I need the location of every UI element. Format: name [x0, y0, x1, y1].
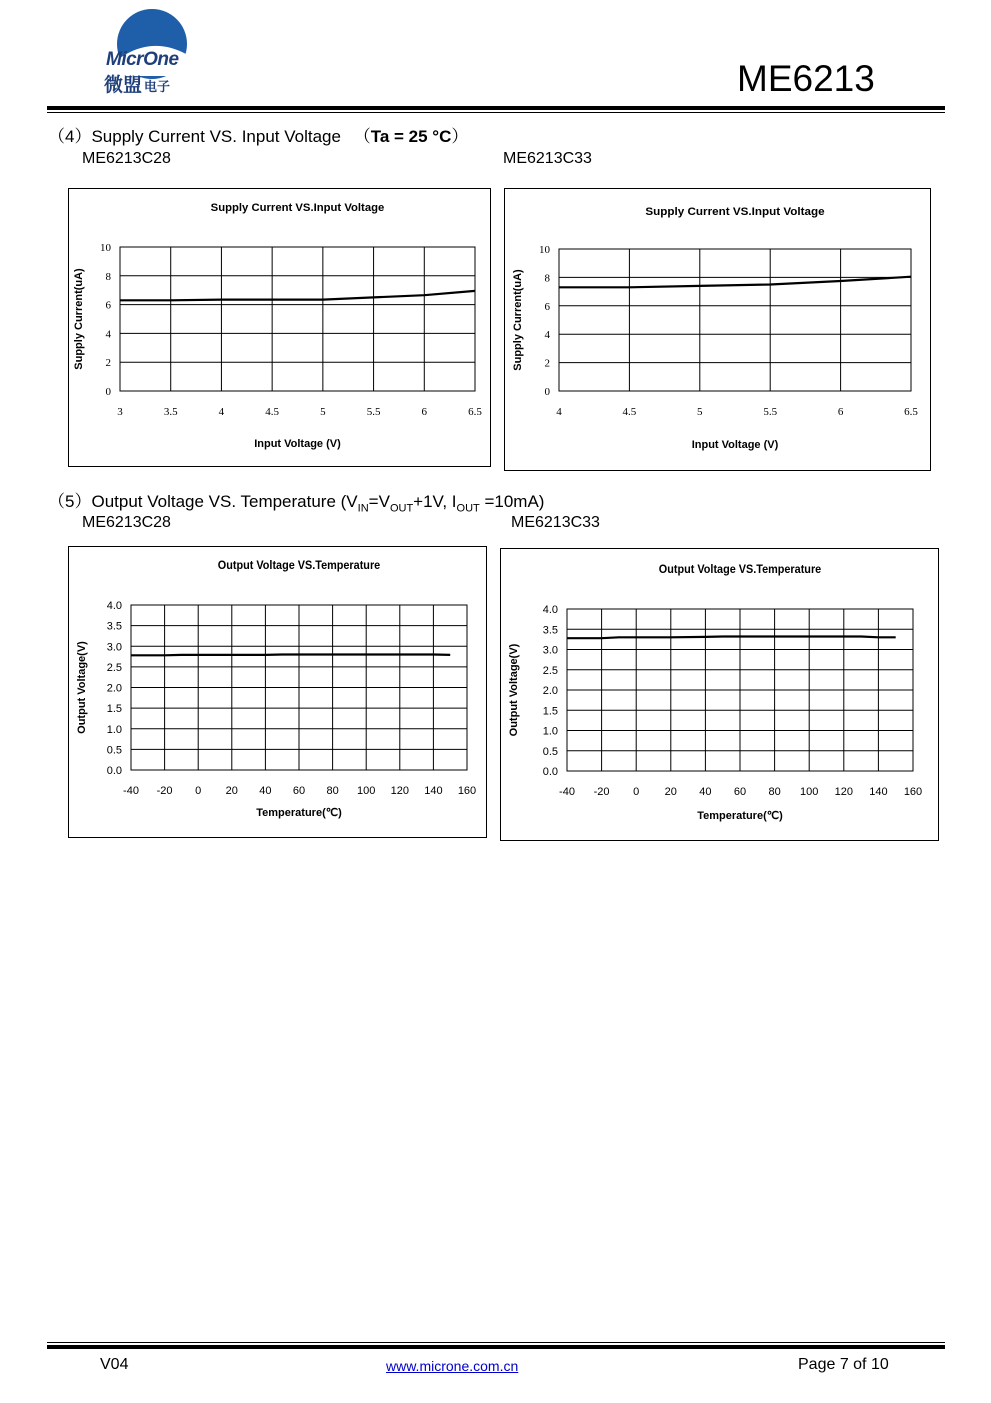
- y-tick-label: 0.0: [542, 766, 558, 778]
- section4-right-part: ME6213C33: [503, 150, 592, 167]
- section5-sub-out2: OUT: [456, 502, 480, 515]
- logo-brand: MicrOne: [106, 49, 179, 70]
- chart-title: Supply Current VS.Input Voltage: [645, 206, 825, 218]
- x-tick-label: 5.5: [763, 406, 778, 418]
- y-tick-label: 10: [539, 244, 550, 256]
- y-tick-label: 3.5: [106, 620, 122, 633]
- x-axis-label: Input Voltage (V): [691, 439, 779, 451]
- x-tick-label: 6: [421, 406, 428, 418]
- section4-cond-open: （: [353, 127, 371, 146]
- x-tick-label: 0: [633, 786, 640, 798]
- header-rule-thin: [47, 112, 945, 113]
- x-tick-label: 6.5: [468, 406, 482, 418]
- company-logo: [102, 6, 204, 98]
- y-tick-label: 0.5: [542, 745, 558, 758]
- x-tick-label: 4.5: [622, 406, 637, 418]
- y-tick-label: 0: [105, 386, 111, 398]
- section5-sub-out: OUT: [389, 502, 414, 515]
- x-tick-label: 3.5: [163, 406, 178, 418]
- part-number-title: ME6213: [737, 58, 875, 99]
- chart-svg-c4: [501, 549, 938, 840]
- x-tick-label: 160: [903, 786, 923, 798]
- x-tick-label: 6: [837, 406, 844, 418]
- x-tick-label: 5: [320, 406, 326, 418]
- section5-sub-in: IN: [357, 502, 369, 515]
- x-tick-label: 6.5: [904, 406, 918, 418]
- y-tick-label: 2: [105, 357, 111, 370]
- y-tick-label: 0.0: [106, 765, 122, 777]
- x-tick-label: 140: [424, 785, 443, 797]
- y-tick-label: 3.0: [106, 641, 122, 654]
- x-tick-label: 4: [218, 406, 225, 418]
- x-tick-label: 80: [768, 786, 781, 798]
- x-axis-label: Temperature(℃): [697, 810, 783, 822]
- chart-title: Output Voltage VS.Temperature: [658, 562, 822, 576]
- x-tick-label: 100: [357, 785, 376, 797]
- y-tick-label: 2.5: [542, 664, 558, 677]
- section5-left-part: ME6213C28: [82, 514, 171, 531]
- chart-svg-c1: [69, 189, 490, 466]
- x-tick-label: 3: [117, 406, 123, 418]
- x-tick-label: -20: [593, 786, 610, 798]
- chart-c28-supply-current: [68, 188, 491, 467]
- y-tick-label: 0.5: [106, 744, 122, 757]
- chart-c33-supply-current: [504, 188, 931, 471]
- section5-title: Output Voltage VS. Temperature (V: [91, 492, 358, 511]
- x-tick-label: 60: [733, 786, 747, 798]
- y-tick-label: 2.0: [106, 682, 122, 695]
- y-tick-label: 4.0: [542, 604, 558, 616]
- logo-cn: [104, 70, 170, 97]
- y-tick-label: 8: [544, 272, 550, 285]
- chart-svg-c2: [505, 189, 930, 470]
- series-line: [131, 655, 450, 656]
- x-tick-label: 120: [390, 785, 409, 797]
- y-tick-label: 6: [544, 300, 550, 313]
- x-tick-label: 20: [664, 786, 677, 798]
- x-tick-label: 40: [259, 785, 272, 797]
- section4-condition: Ta = 25 °C: [370, 127, 452, 146]
- y-axis-label: Supply Current(uA): [73, 268, 85, 370]
- x-axis-label: Input Voltage (V): [254, 438, 341, 450]
- x-tick-label: 60: [292, 785, 306, 797]
- x-tick-label: 120: [834, 786, 853, 798]
- logo-cn-small: 电子: [144, 79, 171, 94]
- x-tick-label: 5.5: [366, 406, 381, 418]
- y-tick-label: 1.5: [106, 703, 122, 716]
- section4-number: （4）: [48, 127, 92, 146]
- chart-c28-output-voltage: [68, 546, 487, 838]
- x-tick-label: 80: [326, 785, 339, 797]
- y-tick-label: 8: [105, 270, 111, 283]
- y-axis-label: Output Voltage(V): [508, 643, 520, 737]
- y-tick-label: 10: [100, 242, 111, 254]
- x-tick-label: 4: [556, 406, 562, 418]
- y-tick-label: 2.5: [106, 661, 122, 674]
- chart-svg-c3: [69, 547, 486, 837]
- y-tick-label: 1.5: [542, 705, 558, 718]
- section4-title: Supply Current VS. Input Voltage: [91, 127, 341, 146]
- x-tick-label: 5: [697, 406, 703, 418]
- y-tick-label: 3.0: [542, 644, 558, 657]
- header-rule-thick: [47, 106, 945, 110]
- x-tick-label: 160: [457, 785, 477, 797]
- y-axis-label: Output Voltage(V): [76, 641, 88, 734]
- section5-right-part: ME6213C33: [511, 514, 600, 531]
- section4-heading: [48, 122, 468, 147]
- y-tick-label: 1.0: [106, 723, 122, 736]
- footer-version: V04: [100, 1356, 129, 1373]
- plot-area: [120, 247, 475, 391]
- x-tick-label: -40: [123, 785, 139, 797]
- y-tick-label: 0: [544, 386, 550, 398]
- footer-rule-thin: [47, 1342, 945, 1343]
- footer-website-link[interactable]: www.microne.com.cn: [386, 1358, 519, 1374]
- section4-left-part: ME6213C28: [82, 150, 171, 167]
- footer-rule-thick: [47, 1345, 945, 1349]
- y-tick-label: 4.0: [106, 600, 122, 612]
- y-axis-label: Supply Current(uA): [512, 269, 524, 371]
- x-tick-label: 4.5: [265, 406, 280, 418]
- y-tick-label: 4: [544, 329, 550, 342]
- y-tick-label: 4: [105, 328, 111, 341]
- x-tick-label: -40: [559, 786, 575, 798]
- x-tick-label: 40: [699, 786, 712, 798]
- section4-cond-close: ）: [451, 127, 469, 146]
- x-tick-label: 20: [225, 785, 238, 797]
- chart-title: Supply Current VS.Input Voltage: [210, 202, 385, 214]
- section5-end: =10mA): [479, 492, 545, 511]
- x-tick-label: 100: [800, 786, 819, 798]
- x-tick-label: -20: [156, 785, 173, 797]
- section5-eq: =V: [368, 492, 390, 511]
- footer-page-number: Page 7 of 10: [798, 1356, 889, 1373]
- x-tick-label: 140: [869, 786, 888, 798]
- y-tick-label: 1.0: [542, 725, 558, 738]
- logo-cn-main: 微盟: [104, 75, 143, 96]
- section5-heading: [48, 487, 544, 514]
- plot-area: [559, 249, 911, 391]
- x-tick-label: 0: [195, 785, 202, 797]
- y-tick-label: 2: [544, 357, 550, 370]
- y-tick-label: 2.0: [542, 685, 558, 697]
- section5-mid: +1V, I: [413, 492, 457, 511]
- y-tick-label: 6: [105, 299, 111, 312]
- chart-c33-output-voltage: [500, 548, 939, 841]
- x-axis-label: Temperature(℃): [256, 807, 342, 819]
- chart-title: Output Voltage VS.Temperature: [217, 558, 381, 572]
- y-tick-label: 3.5: [542, 624, 558, 637]
- section5-number: （5）: [48, 492, 92, 511]
